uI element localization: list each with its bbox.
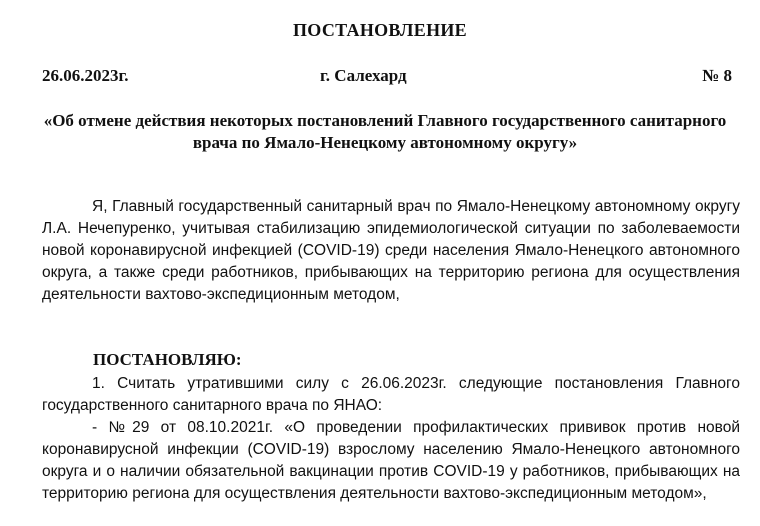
decree-item-1: 1. Считать утратившими силу с 26.06.2023г. следующие постановления Главного государственного санитарного врача по ЯНАО: (42, 375, 740, 414)
document-meta-row (42, 66, 732, 90)
subitem-text: - №29 от 08.10.2021г. «О проведении профилактических прививок против новой коронавирусной инфекции (COVID-19) взрослому населению Ямало-Ненецкого автономного округа и о наличии обязательной вакцинации против COVID-19 у работников, прибывающих на территорию региона для осуществления деятельности вахтово-экспедиционным методом», (42, 419, 740, 502)
document-number: № 8 (702, 66, 732, 85)
preamble-paragraph: Я, Главный государственный санитарный врач по Ямало-Ненецкому автономному округу Л.А. Нечепуренко, учитывая стабилизацию эпидемиологической ситуации по заболеваемости новой коронавирусной инфекцией (COVID-19) среди населения Ямало-Ненецкого автономного округа, а также среди работников, прибывающих на территорию региона для осуществления деятельности вахтово-экспедиционным методом, (42, 198, 740, 303)
document-title: «Об отмене действия некоторых постановлений Главного государственного санитарного врача по Ямало-Ненецкому автономному округу» (43, 111, 727, 152)
document-city: г. Салехард (320, 66, 407, 85)
document-date: 26.06.2023г. (42, 66, 129, 85)
decree-item-1-subitem-1 (42, 417, 740, 505)
decree-heading: ПОСТАНОВЛЯЮ: (93, 350, 242, 369)
document-type-heading: ПОСТАНОВЛЕНИЕ (293, 20, 467, 40)
